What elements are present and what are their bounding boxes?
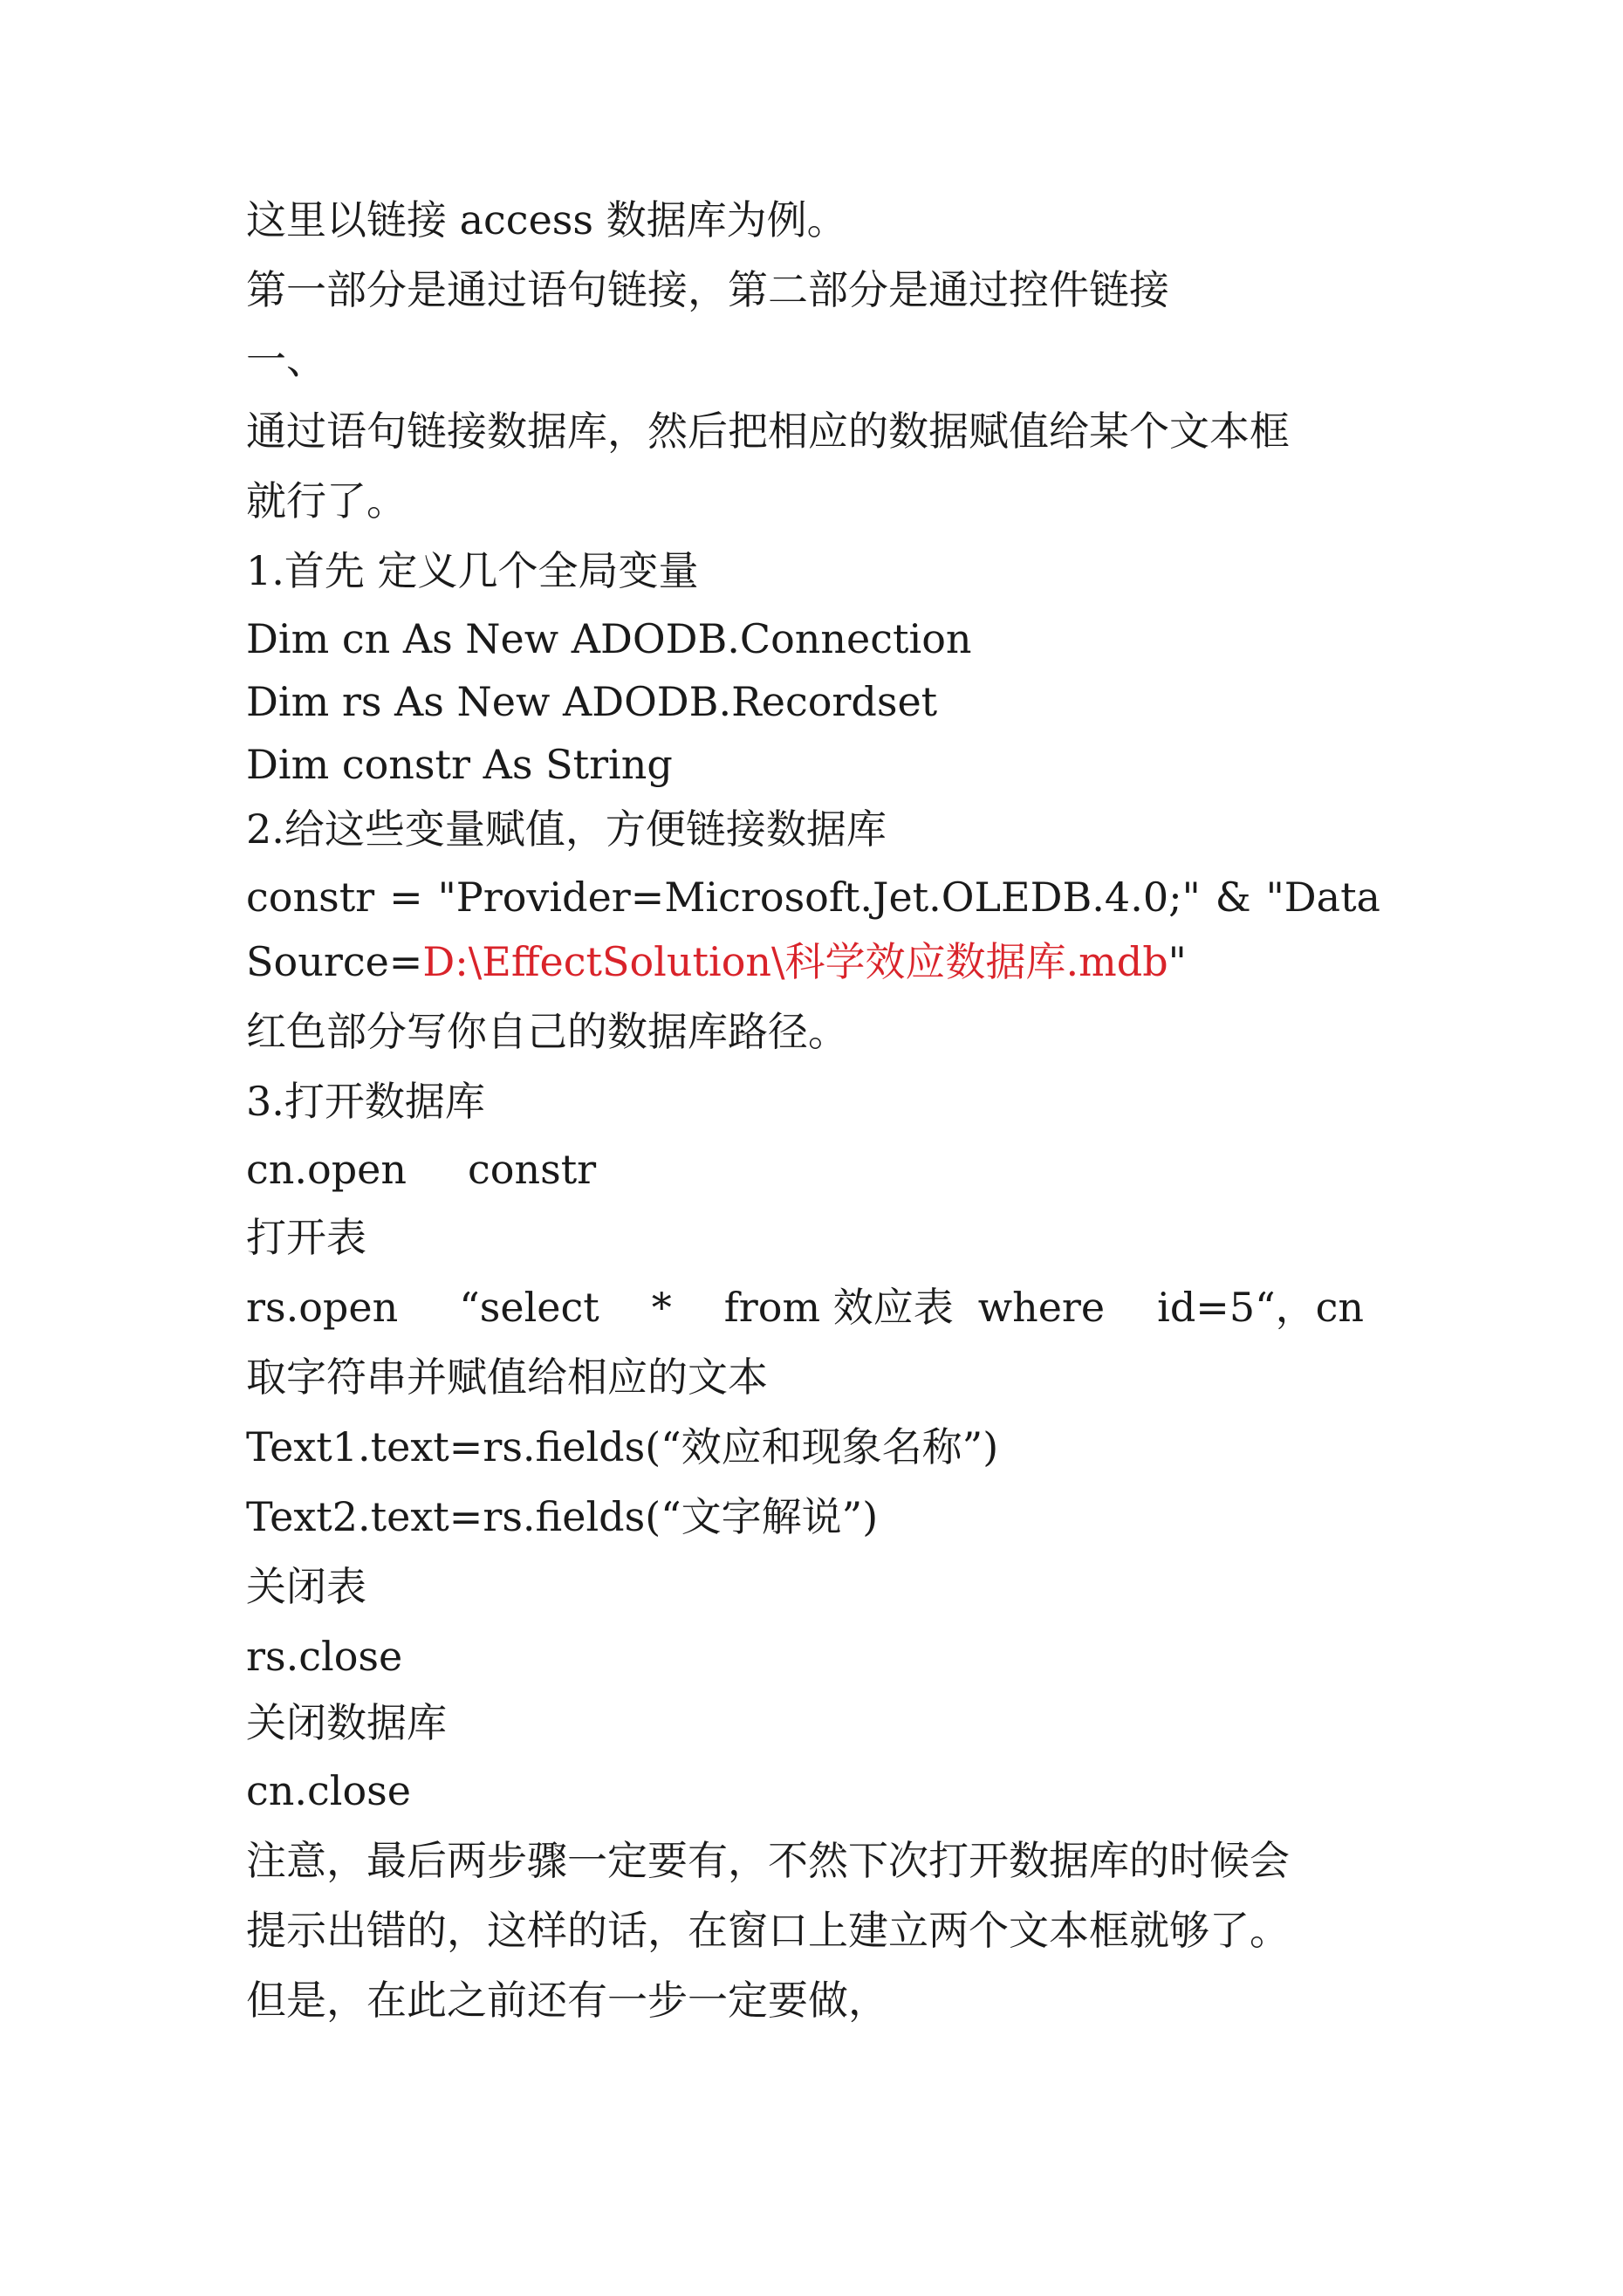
description-line-2: 就行了。 [246, 477, 407, 524]
code-dim-cn: Dim cn As New ADODB.Connection [246, 615, 972, 662]
description-line-1: 通过语句链接数据库，然后把相应的数据赋值给某个文本框 [246, 408, 1290, 455]
intro-line: 这里以链接 access 数据库为例。 [246, 196, 847, 243]
code-token-provider: "Provider=Microsoft.Jet.OLEDB.4.0;" [437, 874, 1201, 921]
section-one-heading: 一、 [246, 336, 326, 383]
code-token-ampersand: & [1215, 874, 1251, 921]
code-rs-close: rs.close [246, 1633, 403, 1680]
assign-text-label: 取字符串并赋值给相应的文本 [246, 1354, 768, 1401]
note-line-1: 注意，最后两步骤一定要有，不然下次打开数据库的时候会 [246, 1837, 1290, 1884]
code-token-equals: = [389, 874, 423, 921]
code-rs-open [246, 1283, 1364, 1332]
code-cn-open [246, 1145, 596, 1194]
database-path-highlight: D:\EffectSolution\科学效应数据库.mdb [422, 938, 1168, 985]
code-text1: Text1.text=rs.fields(“效应和现象名称”) [246, 1423, 999, 1470]
code-token-where: where [977, 1284, 1106, 1331]
code-token-data: "Data [1265, 874, 1380, 921]
note-line-2: 提示出错的，这样的话，在窗口上建立两个文本框就够了。 [246, 1907, 1290, 1954]
step-3-heading: 3.打开数据库 [246, 1078, 485, 1125]
code-source-suffix: " [1168, 938, 1187, 985]
code-token-star: * [651, 1284, 672, 1331]
overview-line: 第一部分是通过语句链接，第二部分是通过控件链接 [246, 266, 1169, 313]
code-text2: Text2.text=rs.fields(“文字解说”) [246, 1493, 879, 1540]
code-token-id: id=5“，cn [1157, 1284, 1365, 1331]
open-table-label: 打开表 [246, 1214, 366, 1261]
step-2-heading: 2.给这些变量赋值，方便链接数据库 [246, 805, 887, 853]
code-token-from: from 效应表 [723, 1284, 954, 1331]
code-token-select: “select [459, 1284, 599, 1331]
code-cn-close: cn.close [246, 1767, 412, 1814]
code-source-prefix: Source= [246, 938, 423, 985]
code-data-source [246, 937, 1187, 986]
code-token-constr-arg: constr [468, 1146, 597, 1193]
code-token-constr: constr [246, 874, 375, 921]
path-note: 红色部分写你自己的数据库路径。 [246, 1008, 848, 1055]
code-token-rs-open: rs.open [246, 1284, 399, 1331]
code-dim-rs: Dim rs As New ADODB.Recordset [246, 678, 938, 725]
code-dim-constr: Dim constr As String [246, 741, 673, 788]
close-database-label: 关闭数据库 [246, 1699, 447, 1746]
code-constr-assignment [246, 873, 1380, 922]
note-line-3: 但是，在此之前还有一步一定要做， [246, 1977, 888, 2024]
step-1-heading: 1.首先 定义几个全局变量 [246, 547, 699, 594]
code-token-cn-open: cn.open [246, 1146, 407, 1193]
close-table-label: 关闭表 [246, 1563, 366, 1610]
